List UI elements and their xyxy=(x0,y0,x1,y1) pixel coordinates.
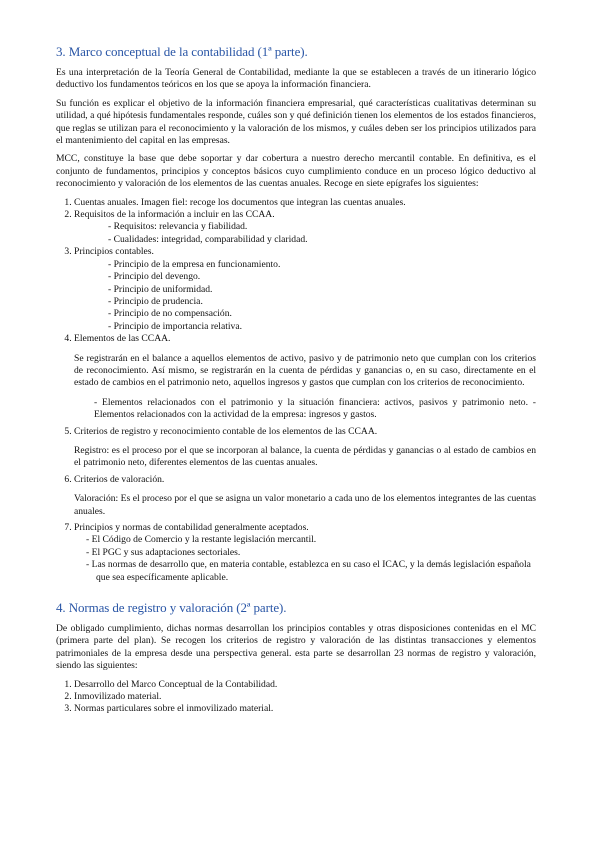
sub-item: - El Código de Comercio y la restante legislación mercantil. xyxy=(86,534,317,546)
list-item xyxy=(74,426,536,470)
sub-item: - Principio de la empresa en funcionamiento. xyxy=(108,258,281,270)
epigrafes-list xyxy=(56,197,536,584)
item-2-label: Requisitos de la información a incluir en las CCAA. xyxy=(74,209,275,221)
sub-item: - Principio de no compensación. xyxy=(108,308,232,320)
item-2-sublist xyxy=(74,221,536,246)
section-4-para-1: De obligado cumplimiento, dichas normas desarrollan los principios contables y otras disposiciones contenidas en el MC (primera parte del plan). Se recogen los criterios de registro y valoración de las distintas transacciones y elementos patrimoniales de la empresa desde una perspectiva general. esta parte se desarrollan 23 normas de registro y valoración, siendo las siguientes: xyxy=(56,623,536,672)
item-7-sublist xyxy=(74,534,536,584)
section-3-para-1: Es una interpretación de la Teoría General de Contabilidad, mediante la que se establecen a través de un itinerario lógico deductivo los fundamentos teóricos en los que se apoya la información financiera. xyxy=(56,67,536,91)
sub-item: - Las normas de desarrollo que, en materia contable, establezca en su caso el ICAC, y la demás legislación española que sea específicamente aplicable. xyxy=(86,559,531,583)
item-3-label: Principios contables. xyxy=(74,246,154,258)
section-3-para-2: Su función es explicar el objetivo de la información financiera empresarial, qué características cualitativas determinan su utilidad, a qué hipótesis fundamentales responde, cuáles son y qué definición tienen los elementos de los estados financieros, que reglas se utilizan para el reconocimiento y la valoración de los mismos, y cuáles deben ser los principios utilizados para el mantenimiento del capital en las empresas. xyxy=(56,97,536,147)
document-page xyxy=(56,44,536,716)
item-4-label: Elementos de las CCAA. xyxy=(74,333,171,345)
sub-item: - Principio de importancia relativa. xyxy=(108,320,242,332)
list-item: 2. Inmovilizado material. xyxy=(74,691,536,703)
item-5-text: Registro: es el proceso por el que se incorporan al balance, la cuenta de pérdidas y ganancias o al estado de cambios en el patrimonio neto, diferentes elementos de las cuentas anuales. xyxy=(74,444,536,469)
item-7-label: Principios y normas de contabilidad generalmente aceptados. xyxy=(74,522,309,533)
item-4-subtext: - Elementos relacionados con el patrimonio y la situación financiera: activos, pasivos y patrimonio neto. - Elementos relacionados con la actividad de la empresa: ingresos y gastos. xyxy=(94,396,536,421)
section-3-para-3: MCC, constituye la base que debe soportar y dar cobertura a nuestro derecho mercantil contable. En definitiva, es el conjunto de fundamentos, principios y conceptos básicos cuyo cumplimiento conduce en un proceso lógico deductivo al reconocimiento y valoración de los elementos de las cuentas anuales. Recoge en siete epígrafes los siguientes: xyxy=(56,153,536,190)
sub-item: - Principio de uniformidad. xyxy=(108,283,213,295)
item-1-label: Cuentas anuales. Imagen fiel: recoge los documentos que integran las cuentas anuales. xyxy=(74,196,406,208)
list-item: 3. Normas particulares sobre el inmovilizado material. xyxy=(74,703,536,715)
list-item xyxy=(74,197,536,209)
list-item xyxy=(74,246,536,333)
item-3-sublist xyxy=(74,259,536,333)
list-item xyxy=(74,333,536,421)
sub-item: - Requisitos: relevancia y fiabilidad. xyxy=(108,221,248,233)
list-item xyxy=(74,522,536,584)
sub-item: - El PGC y sus adaptaciones sectoriales. xyxy=(86,546,241,558)
item-6-text: Valoración: Es el proceso por el que se asigna un valor monetario a cada uno de los elementos integrantes de las cuentas anuales. xyxy=(74,493,536,517)
normas-list xyxy=(56,679,536,716)
sub-item: - Cualidades: integridad, comparabilidad y claridad. xyxy=(108,233,308,245)
sub-item: - Principio de prudencia. xyxy=(108,295,203,307)
item-6-label: Criterios de valoración. xyxy=(74,473,165,485)
section-3-title: 3. Marco conceptual de la contabilidad (1ª parte). xyxy=(56,44,308,59)
item-5-label: Criterios de registro y reconocimiento contable de los elementos de las CCAA. xyxy=(74,425,378,437)
section-4-title: 4. Normas de registro y valoración (2ª parte). xyxy=(56,600,287,616)
sub-item: - Principio del devengo. xyxy=(108,271,201,283)
list-item xyxy=(74,474,536,518)
list-item xyxy=(74,209,536,246)
list-item: 1. Desarrollo del Marco Conceptual de la Contabilidad. xyxy=(74,679,536,691)
item-4-text: Se registrarán en el balance a aquellos elementos de activo, pasivo y de patrimonio neto que cumplan con los criterios de reconocimiento. Así mismo, se registrarán en la cuenta de pérdidas y ganancias o, en su caso, directamente en el estado de cambios en el patrimonio neto, aquellos ingresos y gastos que cumplan con los criterios de reconocimiento. xyxy=(74,352,536,389)
